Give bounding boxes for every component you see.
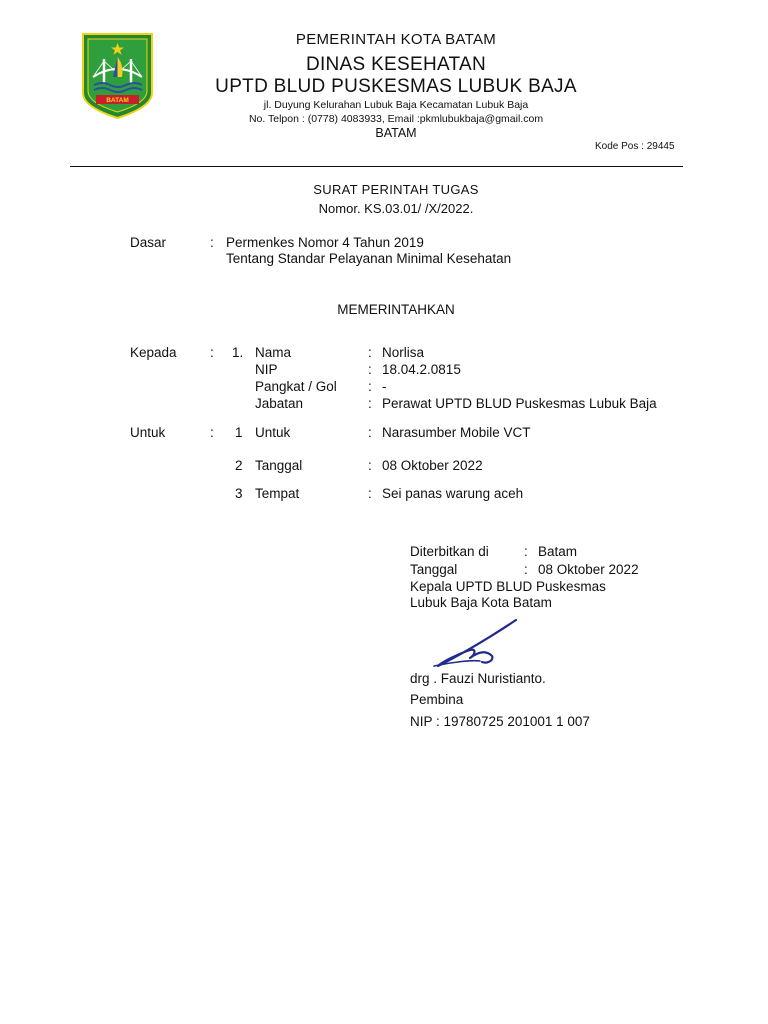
- position-line-2: Lubuk Baja Kota Batam: [410, 595, 552, 610]
- contact-info: No. Telpon : (0778) 4083933, Email :pkmlubukbaja@gmail.com: [248, 113, 544, 125]
- field-label-pangkat: Pangkat / Gol: [255, 379, 337, 394]
- tanggal-item-index: 2: [235, 458, 243, 473]
- order-heading: MEMERINTAHKAN: [337, 302, 455, 317]
- untuk-item-colon: :: [368, 425, 372, 440]
- letter-title: SURAT PERINTAH TUGAS: [313, 182, 479, 197]
- tanggal-item-colon: :: [368, 458, 372, 473]
- dasar-line-2: Tentang Standar Pelayanan Minimal Kesehatan: [226, 251, 512, 266]
- tempat-item-label: Tempat: [255, 486, 300, 501]
- untuk-colon: :: [210, 425, 214, 440]
- field-label-jabatan: Jabatan: [255, 396, 304, 411]
- field-value-jabatan: Perawat UPTD BLUD Puskesmas Lubuk Baja: [382, 396, 657, 411]
- header-divider: [70, 166, 683, 167]
- department-name: DINAS KESEHATAN: [305, 54, 487, 75]
- signer-name: drg . Fauzi Nuristianto.: [410, 671, 546, 686]
- field-colon-pangkat: :: [368, 379, 372, 394]
- tempat-item-value: Sei panas warung aceh: [382, 486, 524, 501]
- untuk-item-label: Untuk: [255, 425, 291, 440]
- government-name: PEMERINTAH KOTA BATAM: [295, 31, 497, 48]
- signer-nip: NIP : 19780725 201001 1 007: [410, 714, 590, 729]
- untuk-label: Untuk: [130, 425, 166, 440]
- dasar-label: Dasar: [130, 235, 167, 250]
- date-colon: :: [524, 562, 528, 577]
- signer-rank: Pembina: [410, 692, 464, 707]
- postal-code: Kode Pos : 29445: [595, 141, 675, 152]
- tempat-item-colon: :: [368, 486, 372, 501]
- kepada-index: 1.: [232, 345, 244, 360]
- field-label-nama: Nama: [255, 345, 292, 360]
- untuk-item-index: 1: [235, 425, 243, 440]
- field-label-nip: NIP: [255, 362, 278, 377]
- tanggal-item-label: Tanggal: [255, 458, 303, 473]
- handwritten-signature: [432, 616, 522, 672]
- untuk-item-value: Narasumber Mobile VCT: [382, 425, 531, 440]
- dasar-line-1: Permenkes Nomor 4 Tahun 2019: [226, 235, 424, 250]
- svg-text:BATAM: BATAM: [106, 97, 129, 104]
- letter-number: Nomor. KS.03.01/ /X/2022.: [318, 201, 474, 216]
- field-value-nama: Norlisa: [382, 345, 425, 360]
- tempat-item-index: 3: [235, 486, 243, 501]
- unit-name: UPTD BLUD PUSKESMAS LUBUK BAJA: [215, 76, 577, 97]
- kepada-label: Kepada: [130, 345, 177, 360]
- field-value-pangkat: -: [382, 379, 387, 394]
- field-colon-nip: :: [368, 362, 372, 377]
- kepada-colon: :: [210, 345, 214, 360]
- field-colon-jabatan: :: [368, 396, 372, 411]
- date-value: 08 Oktober 2022: [538, 562, 639, 577]
- position-line-1: Kepala UPTD BLUD Puskesmas: [410, 579, 606, 594]
- date-label: Tanggal: [410, 562, 458, 577]
- issued-colon: :: [524, 544, 528, 559]
- address: jl. Duyung Kelurahan Lubuk Baja Kecamatan Lubuk Baja: [263, 99, 529, 111]
- field-colon-nama: :: [368, 345, 372, 360]
- tanggal-item-value: 08 Oktober 2022: [382, 458, 483, 473]
- field-value-nip: 18.04.2.0815: [382, 362, 461, 377]
- issued-value: Batam: [538, 544, 578, 559]
- city: BATAM: [375, 126, 417, 140]
- issued-label: Diterbitkan di: [410, 544, 489, 559]
- dasar-colon: :: [210, 235, 214, 250]
